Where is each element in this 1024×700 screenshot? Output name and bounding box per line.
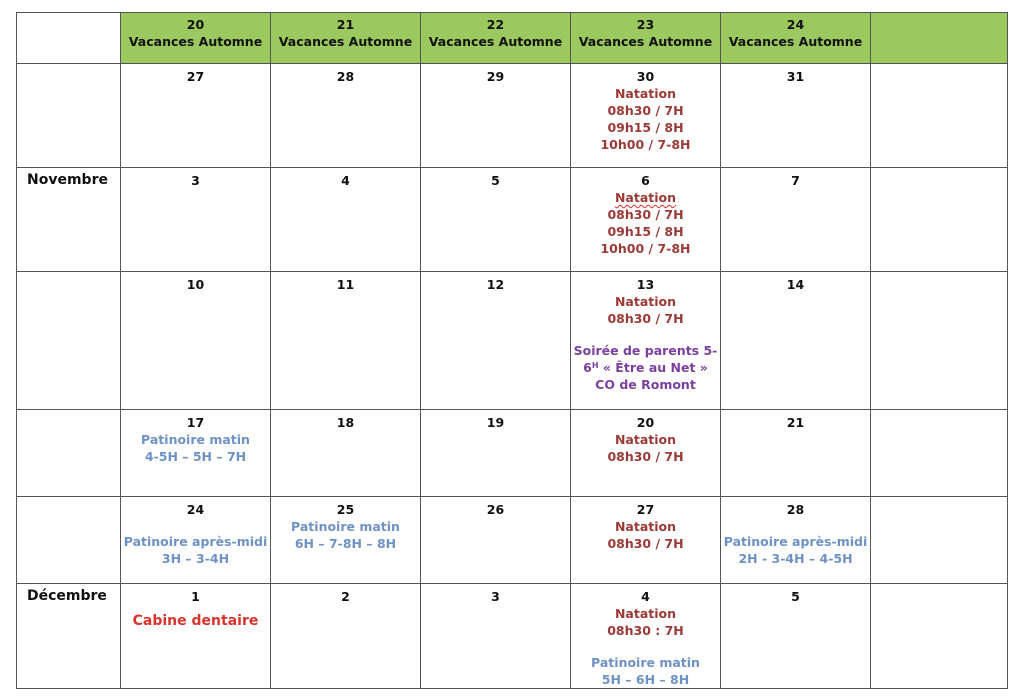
header-extra-cell — [871, 12, 1008, 64]
event-line: Patinoire matin — [591, 655, 700, 670]
header-day-cell — [571, 12, 721, 64]
extra-cell — [871, 168, 1008, 272]
day-number: 19 — [486, 415, 505, 430]
event-line: Natation — [614, 432, 677, 447]
day-cell — [271, 410, 421, 497]
day-cell — [421, 497, 571, 584]
extra-cell — [871, 64, 1008, 168]
natation-event — [571, 605, 720, 639]
extra-cell — [871, 497, 1008, 584]
event-line: Patinoire matin — [291, 519, 400, 534]
day-number: 24 — [786, 17, 805, 32]
day-number: 10 — [186, 277, 205, 292]
day-number: 20 — [186, 17, 205, 32]
day-cell — [121, 584, 271, 689]
vacation-label: Vacances Automne — [578, 34, 713, 49]
day-number: 12 — [486, 277, 505, 292]
day-cell — [271, 584, 421, 689]
day-number: 30 — [636, 69, 655, 84]
patinoire-event — [121, 533, 270, 567]
day-cell — [271, 272, 421, 410]
day-number: 13 — [636, 277, 655, 292]
event-line: 2H - 3-4H – 4-5H — [738, 551, 853, 566]
day-cell — [271, 497, 421, 584]
month-cell — [16, 410, 121, 497]
day-cell — [721, 64, 871, 168]
day-number: 23 — [636, 17, 655, 32]
header-day-cell — [271, 12, 421, 64]
patinoire-event — [121, 431, 270, 465]
event-line: 08h30 / 7H — [607, 311, 684, 326]
day-number: 20 — [636, 415, 655, 430]
natation-event — [571, 293, 720, 327]
day-cell — [271, 64, 421, 168]
day-number: 3 — [191, 173, 200, 188]
event-line: 08h30 : 7H — [607, 623, 684, 638]
day-number: 17 — [186, 415, 205, 430]
day-number: 31 — [786, 69, 805, 84]
day-cell — [271, 168, 421, 272]
day-number: 29 — [486, 69, 505, 84]
day-cell — [421, 584, 571, 689]
event-line: Natation — [614, 294, 677, 309]
vacation-label: Vacances Automne — [428, 34, 563, 49]
day-number: 21 — [336, 17, 355, 32]
superscript-h: H — [591, 361, 599, 370]
day-number: 4 — [341, 173, 350, 188]
event-line: 08h30 / 7H — [607, 449, 684, 464]
vacation-label: Vacances Automne — [128, 34, 263, 49]
spacer — [571, 639, 720, 654]
day-number: 21 — [786, 415, 805, 430]
event-line: 3H – 3-4H — [161, 551, 230, 566]
header-day-cell — [121, 12, 271, 64]
vacation-label: Vacances Automne — [728, 34, 863, 49]
day-number: 1 — [191, 589, 200, 604]
patinoire-event — [271, 518, 420, 552]
event-line: Soirée de parents 5- — [573, 343, 718, 358]
day-number: 28 — [786, 502, 805, 517]
month-label: Décembre — [27, 588, 107, 604]
day-number: 24 — [186, 502, 205, 517]
day-cell — [121, 64, 271, 168]
event-line: Natation — [614, 86, 677, 101]
cabine-event — [121, 613, 270, 630]
day-cell — [121, 168, 271, 272]
spacer — [121, 518, 270, 533]
event-line: Patinoire après-midi — [123, 534, 268, 549]
day-cell — [421, 410, 571, 497]
month-cell — [16, 497, 121, 584]
day-number: 11 — [336, 277, 355, 292]
natation-event — [571, 85, 720, 153]
day-number: 5 — [791, 589, 800, 604]
day-cell — [571, 584, 721, 689]
day-cell — [421, 64, 571, 168]
patinoire-event — [571, 654, 720, 688]
day-cell — [421, 272, 571, 410]
month-cell — [16, 272, 121, 410]
day-number: 2 — [341, 589, 350, 604]
day-cell — [571, 497, 721, 584]
table-top-border — [16, 12, 1008, 13]
day-number: 28 — [336, 69, 355, 84]
day-cell — [571, 168, 721, 272]
day-cell — [571, 64, 721, 168]
event-line: 5H – 6H – 8H — [601, 672, 690, 687]
event-line: 10h00 / 7-8H — [600, 241, 691, 256]
month-cell — [16, 584, 121, 689]
day-number: 26 — [486, 502, 505, 517]
spacer — [721, 518, 870, 533]
extra-cell — [871, 584, 1008, 689]
day-cell — [421, 168, 571, 272]
day-number: 22 — [486, 17, 505, 32]
event-line: 4-5H – 5H – 7H — [144, 449, 247, 464]
day-number: 3 — [491, 589, 500, 604]
month-label: Novembre — [27, 172, 108, 188]
spacer — [571, 327, 720, 342]
natation-event — [571, 431, 720, 465]
event-line: $6^H$ « Être au Net » — [583, 360, 708, 375]
extra-cell — [871, 410, 1008, 497]
day-number: 27 — [636, 502, 655, 517]
table-left-border — [16, 12, 17, 689]
event-line: Patinoire après-midi — [723, 534, 868, 549]
header-day-cell — [421, 12, 571, 64]
event-line: Natation — [614, 519, 677, 534]
day-cell — [721, 497, 871, 584]
patinoire-event — [721, 533, 870, 567]
natation-event — [571, 189, 720, 257]
day-number: 14 — [786, 277, 805, 292]
event-line: Patinoire matin — [141, 432, 250, 447]
month-cell — [16, 168, 121, 272]
day-cell — [121, 410, 271, 497]
event-line: 08h30 / 7H — [607, 536, 684, 551]
day-cell — [571, 272, 721, 410]
day-number: 25 — [336, 502, 355, 517]
event-line: 6H – 7-8H – 8H — [294, 536, 397, 551]
natation-event — [571, 518, 720, 552]
event-line: 09h15 / 8H — [607, 120, 684, 135]
event-line: CO de Romont — [595, 377, 696, 392]
day-number: 7 — [791, 173, 800, 188]
day-cell — [721, 410, 871, 497]
event-line: 09h15 / 8H — [607, 224, 684, 239]
spacer — [121, 605, 270, 613]
day-cell — [721, 168, 871, 272]
event-line: Natation — [614, 606, 677, 621]
day-cell — [121, 272, 271, 410]
day-cell — [121, 497, 271, 584]
day-number: 4 — [641, 589, 650, 604]
day-number: 6 — [641, 173, 650, 188]
header-day-cell — [721, 12, 871, 64]
day-number: 18 — [336, 415, 355, 430]
event-line: Natation — [614, 190, 677, 205]
event-line: 10h00 / 7-8H — [600, 137, 691, 152]
day-cell — [571, 410, 721, 497]
day-cell — [721, 272, 871, 410]
day-number: 5 — [491, 173, 500, 188]
header-corner-cell — [16, 12, 121, 64]
event-line: 08h30 / 7H — [607, 103, 684, 118]
day-cell — [721, 584, 871, 689]
soiree-event — [571, 342, 720, 393]
event-line: 08h30 / 7H — [607, 207, 684, 222]
extra-cell — [871, 272, 1008, 410]
vacation-label: Vacances Automne — [278, 34, 413, 49]
day-number: 27 — [186, 69, 205, 84]
month-cell — [16, 64, 121, 168]
event-line: Cabine dentaire — [132, 613, 259, 629]
